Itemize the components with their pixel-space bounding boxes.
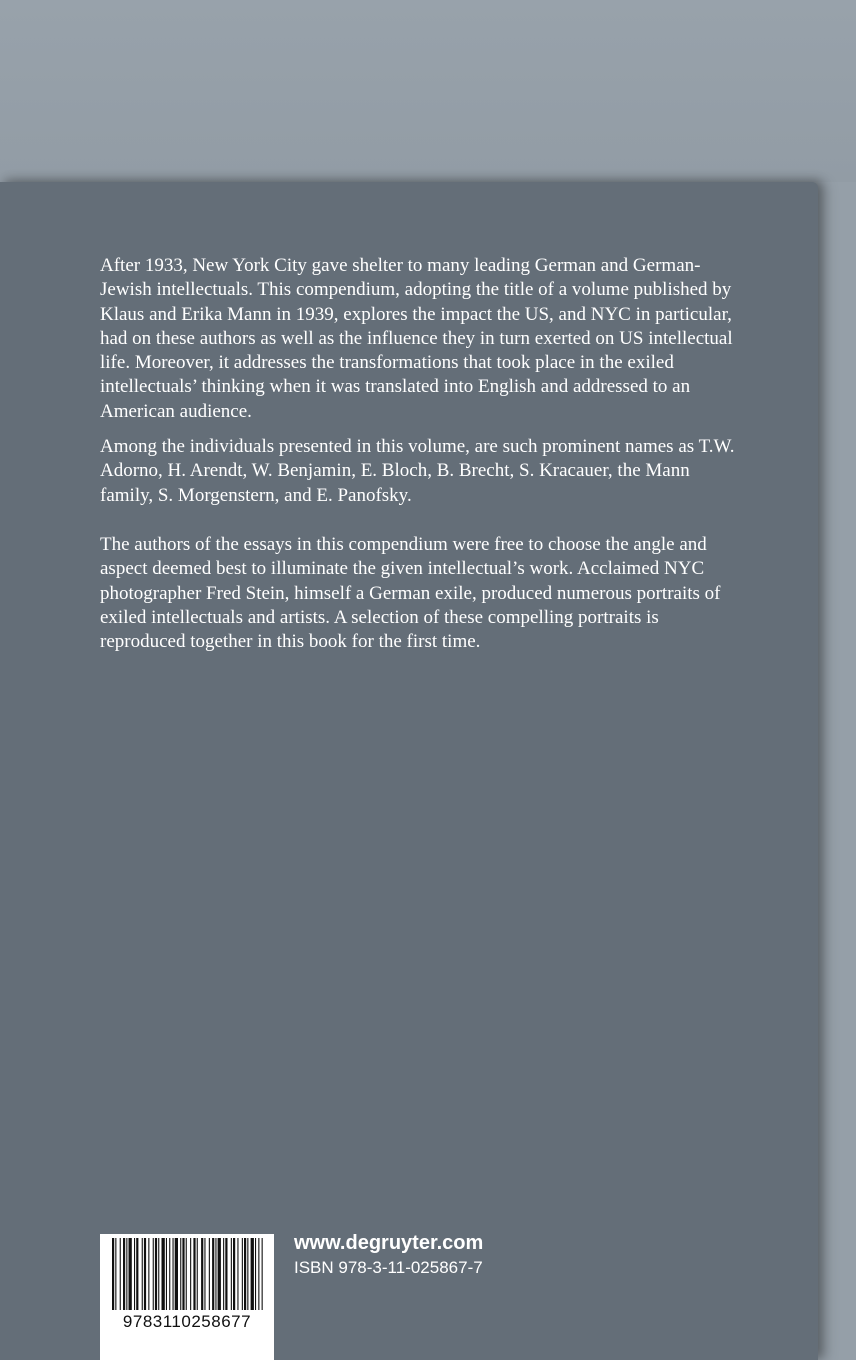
background-top <box>0 0 856 182</box>
blurb-paragraph-2: Among the individuals presented in this volume, are such prominent names as T.W. Adorno, H. Arendt, W. Benjamin, E. Bloch, B. Brecht, S. Kracauer, the Mann family, S. Morgenstern, and E. Panofsky. <box>100 436 735 506</box>
barcode-bars <box>100 1234 274 1360</box>
blurb-paragraph-3: The authors of the essays in this compendium were free to choose the angle and aspect deemed best to illuminate the given intellectual’s work. Acclaimed NYC photographer Fred Stein, himself a German exile, produced numerous portraits of exiled intellectuals and artists. A selection of these compelling portraits is reproduced together in this book for the first time. <box>100 533 721 653</box>
isbn-text: ISBN 978-3-11-025867-7 <box>294 1258 483 1277</box>
barcode-number: 9783110258677 <box>122 1312 252 1331</box>
cover-blurb <box>100 254 740 654</box>
isbn-barcode <box>100 1234 274 1360</box>
publisher-url[interactable]: www.degruyter.com <box>294 1232 484 1254</box>
blurb-paragraph-1: After 1933, New York City gave shelter to many leading German and German-Jewish intellectuals. This compendium, adopting the title of a volume published by Klaus and Erika Mann in 1939, explores the impact the US, and NYC in particular, had on these authors as well as the influence they in turn exerted on US intellectual life. Moreover, it addresses the transformations that took place in the exiled intellectuals’ thinking when it was translated into English and addressed to an American audience. <box>100 255 733 422</box>
